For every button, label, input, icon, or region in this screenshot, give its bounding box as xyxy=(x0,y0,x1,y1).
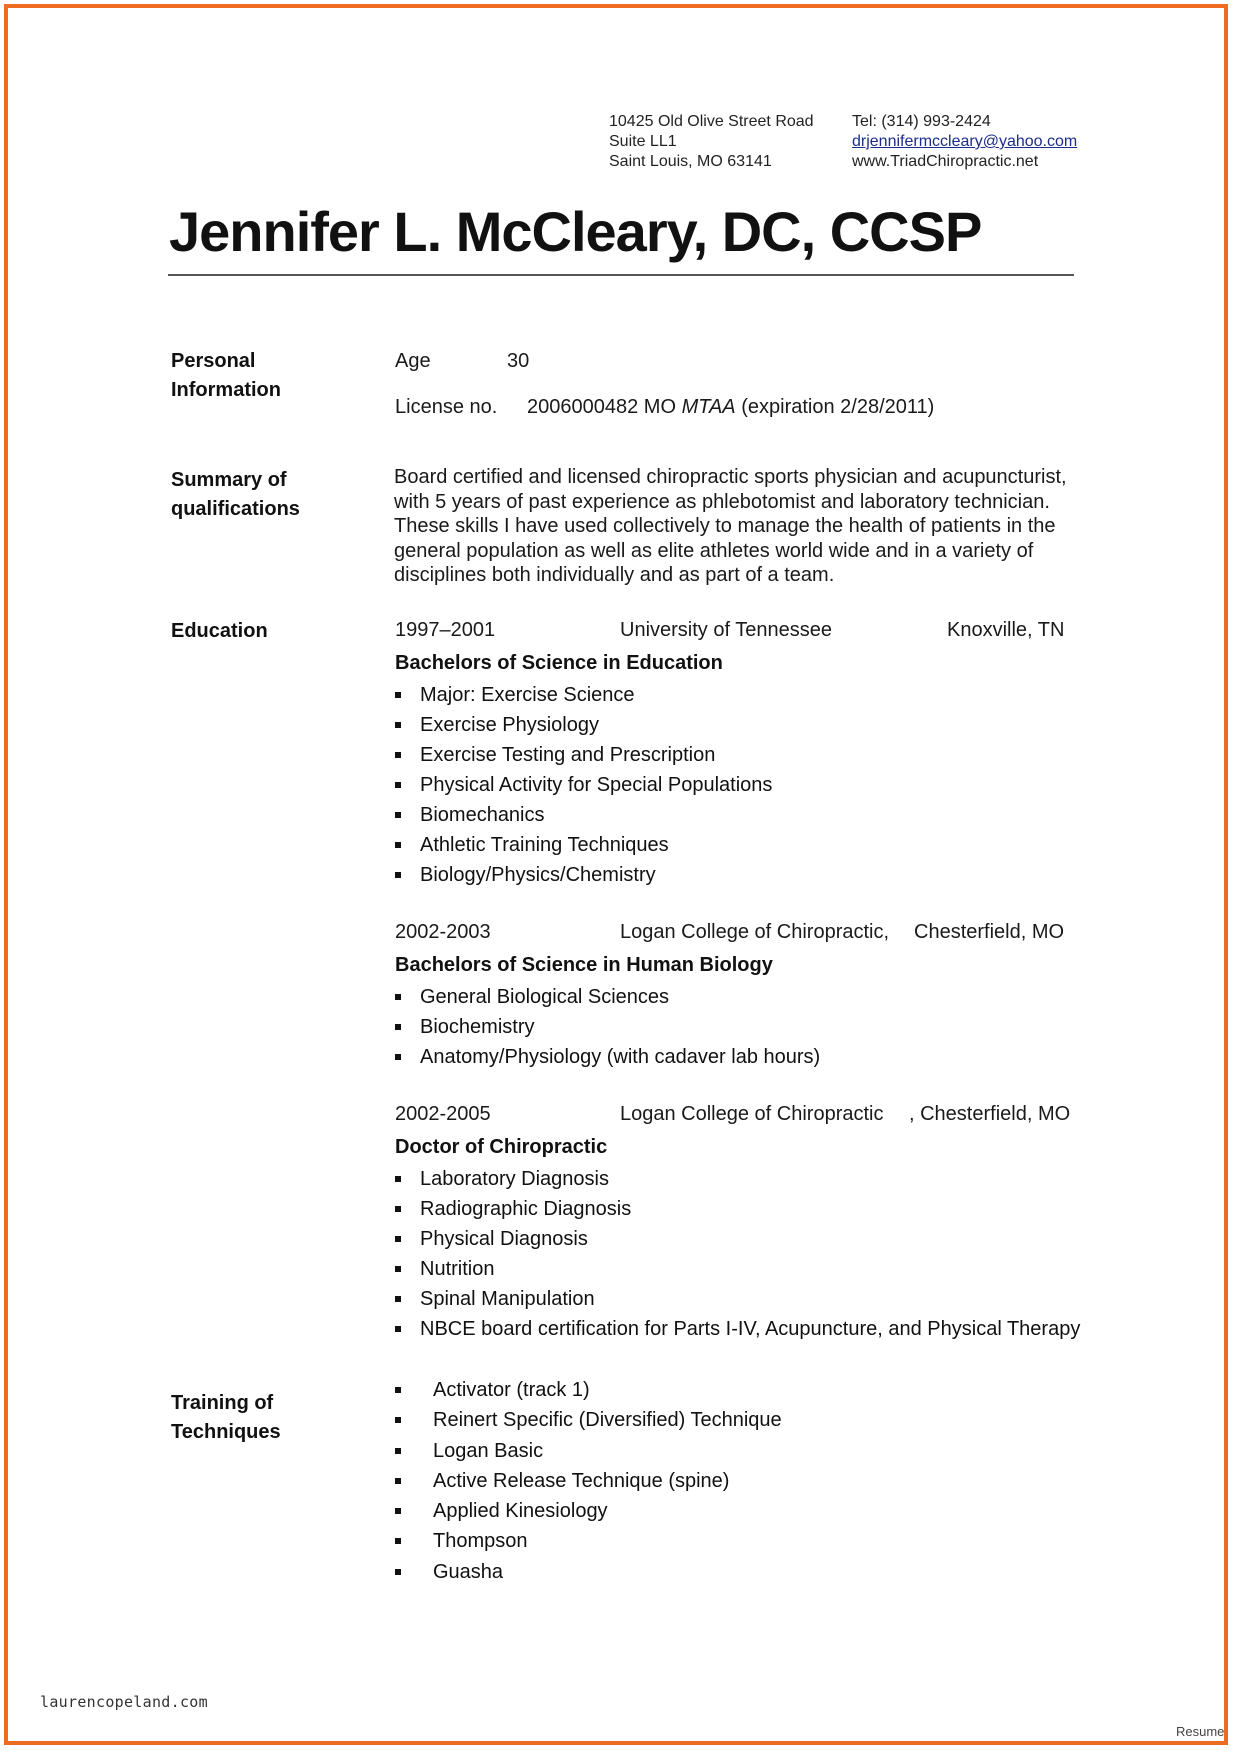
list-item: Active Release Technique (spine) xyxy=(395,1469,782,1499)
education-course-list xyxy=(395,985,820,1075)
list-item: Major: Exercise Science xyxy=(395,683,772,713)
header-divider xyxy=(168,274,1074,276)
list-item: Physical Activity for Special Populations xyxy=(395,773,772,803)
education-location: Chesterfield, MO xyxy=(914,921,1065,943)
list-item: General Biological Sciences xyxy=(395,985,820,1015)
education-degree: Bachelors of Science in Education xyxy=(395,652,723,674)
resume-name-title: Jennifer L. McCleary, DC, CCSP xyxy=(169,200,982,263)
license-label: License no. xyxy=(395,396,498,418)
education-degree: Bachelors of Science in Human Biology xyxy=(395,954,773,976)
list-item: Guasha xyxy=(395,1560,782,1590)
list-item: Biology/Physics/Chemistry xyxy=(395,863,772,893)
age-value: 30 xyxy=(507,350,530,372)
address-line: 10425 Old Olive Street Road xyxy=(609,113,814,130)
list-item: Thompson xyxy=(395,1529,782,1559)
list-item: Reinert Specific (Diversified) Technique xyxy=(395,1408,782,1438)
list-item: NBCE board certification for Parts I-IV, Acupuncture, and Physical Therapy xyxy=(395,1317,1080,1347)
list-item: Anatomy/Physiology (with cadaver lab hours) xyxy=(395,1045,820,1075)
education-years: 2002-2005 xyxy=(395,1103,491,1125)
list-item: Radiographic Diagnosis xyxy=(395,1197,1080,1227)
list-item: Biomechanics xyxy=(395,803,772,833)
list-item: Physical Diagnosis xyxy=(395,1227,1080,1257)
education-school: Logan College of Chiropractic xyxy=(620,1103,884,1125)
education-degree: Doctor of Chiropractic xyxy=(395,1136,608,1158)
footer-tag: Resume xyxy=(1176,1724,1225,1739)
list-item: Laboratory Diagnosis xyxy=(395,1167,1080,1197)
education-school: Logan College of Chiropractic, xyxy=(620,921,890,943)
section-label-training: Training of Techniques xyxy=(171,1392,281,1443)
list-item: Exercise Physiology xyxy=(395,713,772,743)
age-label: Age xyxy=(395,350,431,372)
summary-paragraph: Board certified and licensed chiropractic sports physician and acupuncturist, with 5 years of past experience as phlebotomist and laboratory technician. These skills I have used collectively to manage the health of patients in the general population as well as elite athletes world wide and in a variety of disciplines both individually and as part of a team. xyxy=(394,466,1067,586)
education-location: Knoxville, TN xyxy=(947,619,1065,641)
website-link[interactable]: www.TriadChiropractic.net xyxy=(852,153,1039,170)
education-years: 1997–2001 xyxy=(395,619,496,641)
education-course-list xyxy=(395,1167,1080,1347)
license-org: MTAA xyxy=(681,396,736,418)
phone-number: Tel: (314) 993-2424 xyxy=(852,113,991,130)
address-line: Suite LL1 xyxy=(609,133,677,150)
section-label-summary: Summary of qualifications xyxy=(171,469,300,520)
list-item: Spinal Manipulation xyxy=(395,1287,1080,1317)
education-years: 2002-2003 xyxy=(395,921,491,943)
list-item: Exercise Testing and Prescription xyxy=(395,743,772,773)
training-technique-list xyxy=(395,1378,782,1590)
education-location: , Chesterfield, MO xyxy=(909,1103,1071,1125)
watermark-logo: laurencopeland.com xyxy=(40,1693,208,1711)
education-school: University of Tennessee xyxy=(620,619,832,641)
education-course-list xyxy=(395,683,772,893)
address-block xyxy=(609,112,814,172)
contact-block xyxy=(852,112,1077,172)
license-value: 2006000482 MO MTAA (expiration 2/28/2011) xyxy=(527,396,935,418)
list-item: Logan Basic xyxy=(395,1439,782,1469)
list-item: Biochemistry xyxy=(395,1015,820,1045)
section-label-education: Education xyxy=(171,620,268,642)
list-item: Nutrition xyxy=(395,1257,1080,1287)
section-label-personal: Personal Information xyxy=(171,350,281,401)
address-line: Saint Louis, MO 63141 xyxy=(609,153,772,170)
list-item: Applied Kinesiology xyxy=(395,1499,782,1529)
email-link[interactable]: drjennifermccleary@yahoo.com xyxy=(852,133,1078,150)
list-item: Activator (track 1) xyxy=(395,1378,782,1408)
list-item: Athletic Training Techniques xyxy=(395,833,772,863)
